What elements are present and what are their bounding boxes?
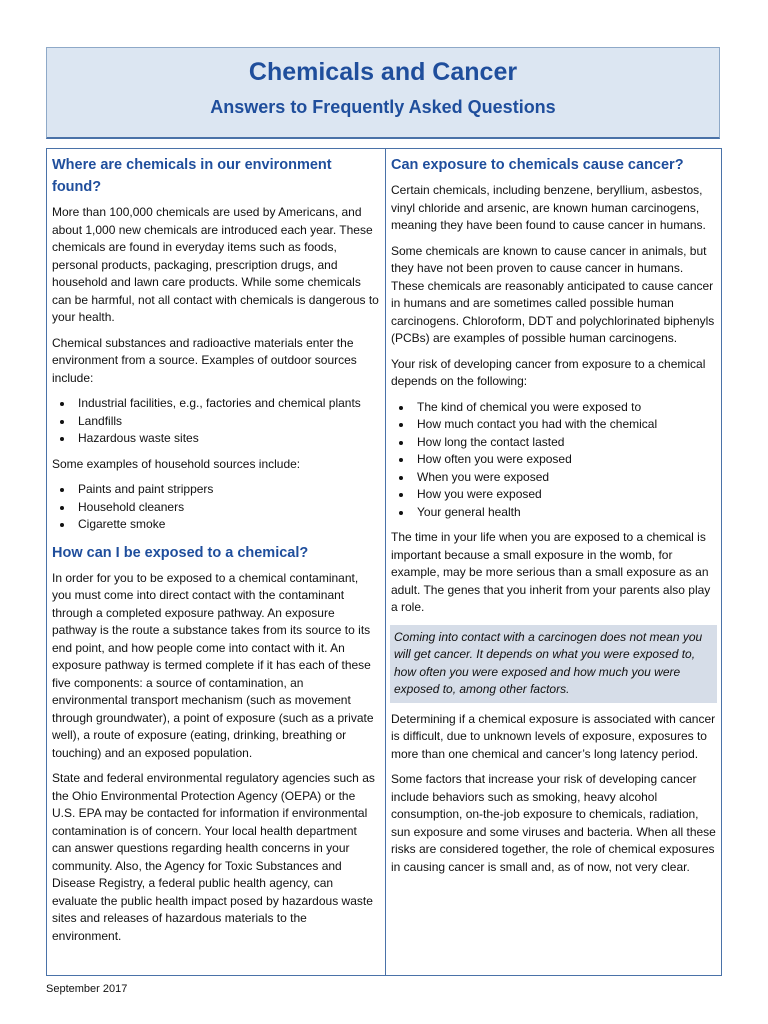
paragraph: Your risk of developing cancer from exposure to a chemical depends on the following: (391, 356, 706, 388)
list-item: • Your general health (413, 504, 716, 522)
paragraph: Some chemicals are known to cause cancer in animals, but they have not been proven to cause cancer in humans. These chemicals are reasonably anticipated to cause cancer in humans and are sometimes called possible human carcinogens. Chloroform, DDT and polychlorinated biphenyls (PCBs) are examples of possible human carcinogens. (391, 243, 715, 345)
section-heading: Where are chemicals in our environment found? (52, 157, 332, 195)
paragraph: More than 100,000 chemicals are used by Americans, and about 1,000 new chemicals are introduced each year. These chemicals are found in everyday items such as foods, personal products, packaging, prescription drugs, and household and lawn care products. While some chemicals can be harmful, not all contact with chemicals is dangerous to your health. (52, 205, 379, 324)
list-item: • Household cleaners (74, 499, 379, 517)
list-item: • Hazardous waste sites (74, 430, 379, 448)
paragraph: State and federal environmental regulatory agencies such as the Ohio Environmental Protection Agency (OEPA) or the U.S. EPA may be contacted for information if environmental contamination is of concern. Your local health department can answer questions regarding health concerns in your community. Also, the Agency for Toxic Substances and Disease Registry, a federal public health agency, can evaluate the public health impact posed by hazardous waste sites and releases of hazardous materials to the environment. (52, 771, 375, 943)
section-heading: How can I be exposed to a chemical? (52, 544, 309, 561)
content-box (46, 148, 722, 976)
risk-factors-list (391, 399, 716, 522)
callout-box: Coming into contact with a carcinogen does not mean you will get cancer. It depends on what you were exposed to, how often you were exposed and how much you were exposed to, among other factors. (390, 625, 717, 703)
paragraph: Some factors that increase your risk of developing cancer include behaviors such as smoking, heavy alcohol consumption, on-the-job exposure to chemicals, radiation, sun exposure and some viruses and bacteria. When all these risks are considered together, the role of chemical exposures in causing cancer is small and, as of now, not very clear. (391, 772, 716, 874)
footer-date: September 2017 (46, 983, 128, 995)
paragraph: Determining if a chemical exposure is associated with cancer is difficult, due to unknown levels of exposure, exposures to more than one chemical and cancer’s long latency period. (391, 711, 716, 761)
left-column (47, 149, 386, 975)
page-subtitle: Answers to Frequently Asked Questions (210, 97, 556, 117)
list-item: • How much contact you had with the chemical (413, 416, 716, 434)
page-title: Chemicals and Cancer (248, 58, 518, 86)
section-heading: Can exposure to chemicals cause cancer? (391, 157, 684, 173)
list-item: • Industrial facilities, e.g., factories and chemical plants (74, 395, 379, 413)
list-item: • How long the contact lasted (413, 434, 716, 452)
list-item: • Paints and paint strippers (74, 481, 379, 499)
list-item: • How you were exposed (413, 486, 716, 504)
right-column (386, 149, 721, 975)
list-item: • When you were exposed (413, 469, 716, 487)
list-item: • The kind of chemical you were exposed to (413, 399, 716, 417)
list-item: • Landfills (74, 413, 379, 431)
household-sources-list (52, 481, 379, 534)
title-banner (46, 47, 720, 139)
paragraph: The time in your life when you are exposed to a chemical is important because a small exposure in the womb, for example, may be more serious than a small exposure as an adult. The genes that you inherit from your parents also play a role. (391, 530, 711, 614)
paragraph: In order for you to be exposed to a chemical contaminant, you must come into direct contact with the contaminant through a completed exposure pathway. An exposure pathway is the route a substance takes from its source to its end point, and how people come into contact with it. An exposure pathway is termed complete if it has each of these five components: a source of contamination, an environmental transport mechanism (such as movement through groundwater), a point of exposure (such as a private well), a route of exposure (eating, drinking, breathing or touching) and an exposed population. (52, 570, 374, 760)
paragraph: Some examples of household sources include: (52, 456, 301, 471)
paragraph: Certain chemicals, including benzene, beryllium, asbestos, vinyl chloride and arsenic, are known human carcinogens, meaning they have been found to cause cancer in humans. (391, 183, 706, 232)
outdoor-sources-list (52, 395, 379, 448)
list-item: • Cigarette smoke (74, 516, 379, 534)
list-item: • How often you were exposed (413, 451, 716, 469)
paragraph: Chemical substances and radioactive materials enter the environment from a source. Examples of outdoor sources include: (52, 335, 357, 385)
